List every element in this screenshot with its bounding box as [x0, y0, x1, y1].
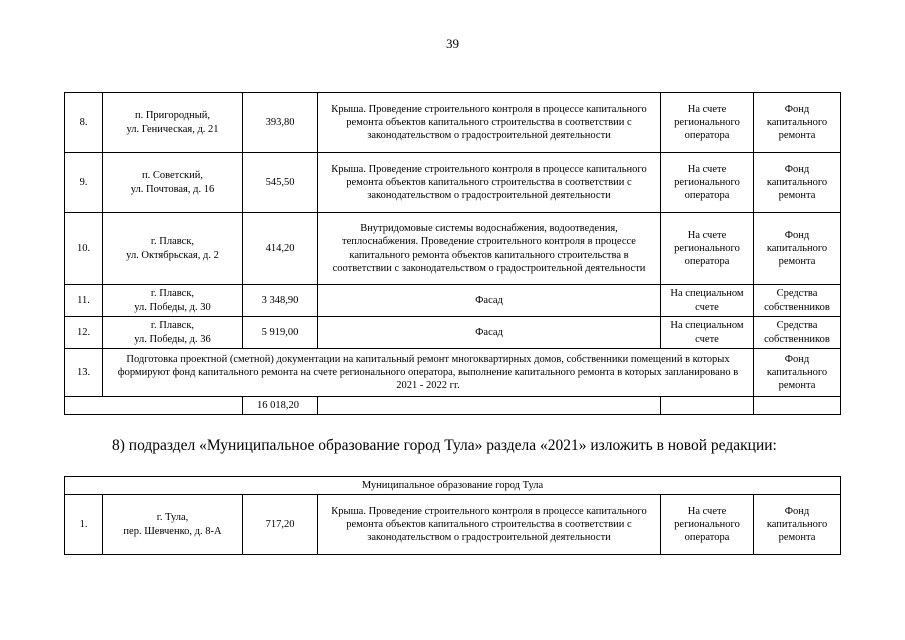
area-cell: 414,20	[243, 213, 318, 285]
area-cell: 393,80	[243, 93, 318, 153]
work-cell: Фасад	[318, 285, 661, 317]
design-docs-cell	[103, 349, 754, 397]
address: г. Тула, пер. Шевченко, д. 8-А	[123, 512, 222, 537]
table-row	[65, 213, 841, 285]
table-row	[65, 93, 841, 153]
table-row	[65, 317, 841, 349]
source-cell: Фонд капитального ремонта	[754, 93, 841, 153]
address-cell	[103, 93, 243, 153]
work-cell	[318, 213, 661, 285]
design-docs-text: Подготовка проектной (сметной) документации на капитальный ремонт многоквартирных домов, собственники помещений в которых формируют фонд капитального ремонта на счете регионального оператора, выполнение капитального ремонта в которых запланировано в 2021 - 2022 гг.	[117, 353, 739, 392]
work-text: Крыша. Проведение строительного контроля в процессе капитального ремонта объектов капитального строительства в соответствии с законодательством о градостроительной деятельности	[331, 103, 647, 142]
empty-cell	[318, 397, 661, 415]
work-cell	[318, 153, 661, 213]
area-cell: 545,50	[243, 153, 318, 213]
empty-cell	[754, 397, 841, 415]
account-cell: На специальном счете	[661, 285, 754, 317]
account-cell: На счете регионального оператора	[661, 495, 754, 555]
row-number: 13.	[65, 349, 103, 397]
amendment-paragraph: 8) подраздел «Муниципальное образование город Тула» раздела «2021» изложить в новой редакции:	[112, 437, 777, 454]
address: п. Советский, ул. Почтовая, д. 16	[130, 170, 215, 195]
source-cell: Фонд капитального ремонта	[754, 495, 841, 555]
total-area: 16 018,20	[243, 397, 318, 415]
address-cell	[103, 153, 243, 213]
repair-plan-table	[64, 92, 841, 415]
source-cell: Фонд капитального ремонта	[754, 153, 841, 213]
municipality-header: Муниципальное образование город Тула	[65, 477, 841, 495]
page-number: 39	[446, 36, 459, 51]
tula-table	[64, 476, 841, 555]
address-cell	[103, 285, 243, 317]
area-cell: 5 919,00	[243, 317, 318, 349]
table-row	[65, 153, 841, 213]
table-row	[65, 349, 841, 397]
account-cell: На счете регионального оператора	[661, 93, 754, 153]
account-cell: На специальном счете	[661, 317, 754, 349]
row-number: 10.	[65, 213, 103, 285]
empty-cell	[661, 397, 754, 415]
row-number: 8.	[65, 93, 103, 153]
address: г. Плавск, ул. Октябрьская, д. 2	[126, 236, 219, 261]
address: г. Плавск, ул. Победы, д. 36	[134, 320, 211, 345]
work-cell	[318, 93, 661, 153]
source-cell: Средства собственников	[754, 317, 841, 349]
work-text: Крыша. Проведение строительного контроля в процессе капитального ремонта объектов капитального строительства в соответствии с законодательством о градостроительной деятельности	[331, 163, 647, 202]
address: п. Пригородный, ул. Геническая, д. 21	[126, 110, 219, 135]
table-row	[65, 285, 841, 317]
address-cell	[103, 495, 243, 555]
area-cell: 3 348,90	[243, 285, 318, 317]
row-number: 11.	[65, 285, 103, 317]
source-cell: Фонд капитального ремонта	[754, 349, 841, 397]
work-text: Внутридомовые системы водоснабжения, водоотведения, теплоснабжения. Проведение строительного контроля в процессе капитального ремонта объектов капитального строительства в соответствии с законодательством о градостроительной деятельности	[332, 223, 646, 274]
source-cell: Фонд капитального ремонта	[754, 213, 841, 285]
account-cell: На счете регионального оператора	[661, 153, 754, 213]
total-label-cell	[65, 397, 243, 415]
municipality-header-row	[65, 477, 841, 495]
address-cell	[103, 213, 243, 285]
row-number: 9.	[65, 153, 103, 213]
work-cell	[318, 495, 661, 555]
address: г. Плавск, ул. Победы, д. 30	[134, 288, 211, 313]
row-number: 1.	[65, 495, 103, 555]
account-cell: На счете регионального оператора	[661, 213, 754, 285]
work-cell: Фасад	[318, 317, 661, 349]
table-row	[65, 495, 841, 555]
row-number: 12.	[65, 317, 103, 349]
source-cell: Средства собственников	[754, 285, 841, 317]
total-row	[65, 397, 841, 415]
area-cell: 717,20	[243, 495, 318, 555]
work-text: Крыша. Проведение строительного контроля в процессе капитального ремонта объектов капитального строительства в соответствии с законодательством о градостроительной деятельности	[331, 505, 647, 544]
address-cell	[103, 317, 243, 349]
